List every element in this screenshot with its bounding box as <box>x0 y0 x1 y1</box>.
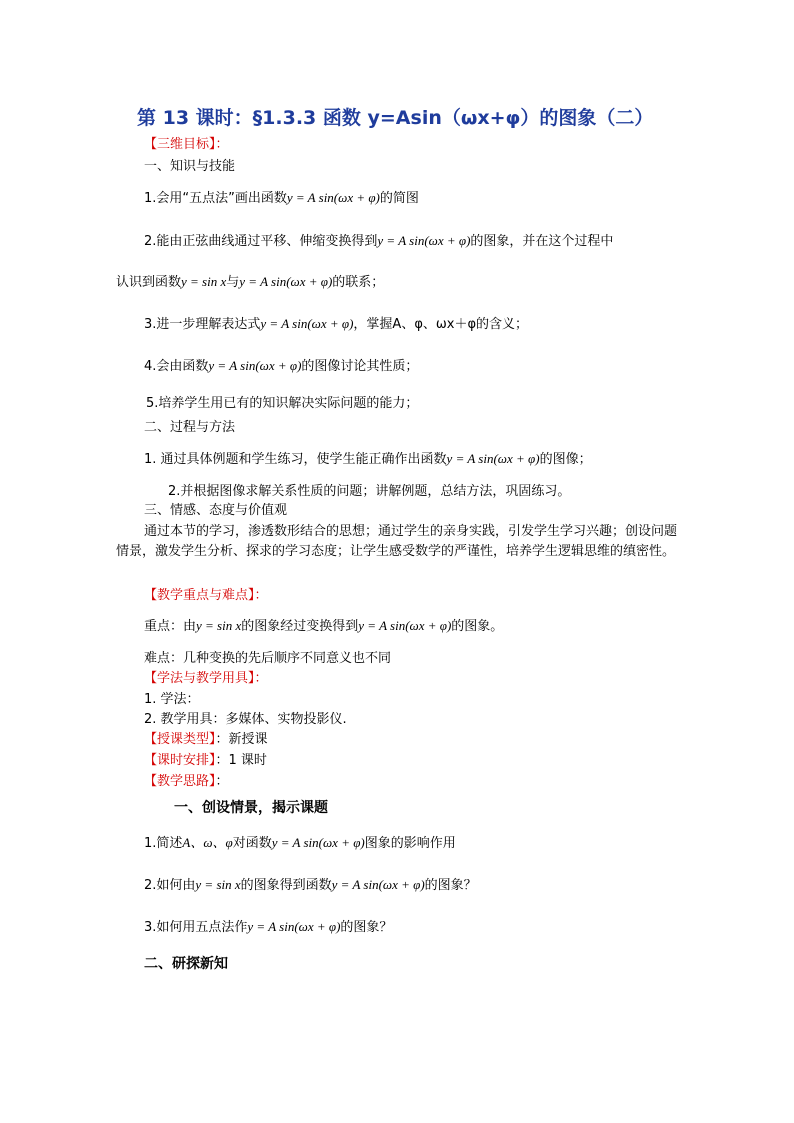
formula-f: y = A sin(ωx + φ) <box>446 451 540 466</box>
formula-f: y = A sin(ωx + φ) <box>377 233 471 248</box>
formula-sin: y = sin x <box>196 618 242 633</box>
process-methods-heading: 二、过程与方法 <box>144 420 236 435</box>
formula-f: y = A sin(ωx + φ) <box>247 919 341 934</box>
part1-heading: 一、创设情景，揭示课题 <box>174 800 328 816</box>
question-1 <box>144 834 456 853</box>
key-point-text-b: 的图象经过变换得到 <box>241 619 359 634</box>
formula-f: y = A sin(ωx + φ) <box>331 877 425 892</box>
schedule <box>144 752 267 770</box>
objective-3 <box>144 315 528 334</box>
objective-1 <box>144 189 419 208</box>
objective-5: 5.培养学生用已有的知识解决实际问题的能力； <box>146 396 419 411</box>
question-2 <box>144 876 477 895</box>
objective-4 <box>144 357 418 376</box>
process-1-text-a: 1. 通过具体例题和学生练习，使学生能正确作出函数 <box>144 452 447 467</box>
objective-2-text-d: 与 <box>226 275 240 290</box>
formula-sin: y = sin x <box>181 274 227 289</box>
lesson-type-value: ：新授课 <box>215 732 268 747</box>
key-point-text-a: 重点：由 <box>144 619 197 634</box>
approach-label: 【教学思路】 <box>144 774 216 789</box>
objective-2-text-b: 的图象，并在这个过程中 <box>470 234 614 249</box>
question-3 <box>144 918 392 937</box>
question-2-text-c: 的图象？ <box>424 878 477 893</box>
question-1-text-b: 对函数 <box>232 836 272 851</box>
values-heading: 三、情感、态度与价值观 <box>144 503 288 518</box>
formula-f: y = A sin(ωx + φ) <box>271 835 365 850</box>
key-point-text-c: 的图象。 <box>451 619 504 634</box>
objective-4-text-b: 的图像讨论其性质； <box>301 359 419 374</box>
question-3-text-a: 3.如何用五点法作 <box>144 920 248 935</box>
process-1 <box>144 450 592 469</box>
approach-colon: ： <box>215 774 229 789</box>
formula-expr: y = A sin(ωx + φ) <box>260 316 354 331</box>
key-points-label: 【教学重点与难点】： <box>144 588 268 603</box>
objective-2-text-e: 的联系； <box>332 275 385 290</box>
part2-heading: 二、研探新知 <box>144 956 228 972</box>
question-1-text-a: 1.简述 <box>144 836 183 851</box>
objective-3-text-a: 3.进一步理解表达式 <box>144 317 261 332</box>
formula-f: y = A sin(ωx + φ) <box>239 274 333 289</box>
process-2: 2.并根据图像求解关系性质的问题；讲解例题，总结方法，巩固练习。 <box>168 484 571 499</box>
key-point <box>144 617 503 636</box>
formula-f: y = A sin(ωx + φ) <box>358 618 452 633</box>
question-1-vars: A、ω、φ <box>182 835 233 850</box>
process-1-text-b: 的图像； <box>539 452 592 467</box>
knowledge-skills-heading: 一、知识与技能 <box>144 159 236 174</box>
methods-label: 【学法与教学用具】： <box>144 671 268 686</box>
formula-sin: y = sin x <box>195 877 241 892</box>
objective-1-text-a: 1.会用“五点法”画出函数 <box>144 191 287 206</box>
values-paragraph: 通过本节的学习，渗透数形结合的思想；通过学生的亲身实践，引发学生学习兴趣；创设问题情景，激发学生分析、探求的学习态度；让学生感受数学的严谨性，培养学生逻辑思维的缜密性。 <box>116 524 678 559</box>
objective-2-cont <box>116 273 384 292</box>
schedule-label: 【课时安排】 <box>144 753 216 768</box>
objectives-label: 【三维目标】： <box>144 137 229 152</box>
key-points-heading <box>144 587 268 605</box>
objective-2-text-c: 认识到函数 <box>116 275 182 290</box>
approach <box>144 773 229 791</box>
objective-3-text-b: ，掌握A、φ、ωx＋φ的含义； <box>353 317 529 332</box>
schedule-value: ：1 课时 <box>215 753 267 768</box>
question-2-text-a: 2.如何由 <box>144 878 196 893</box>
question-1-text-c: 图象的影响作用 <box>364 836 456 851</box>
objective-4-text-a: 4.会由函数 <box>144 359 209 374</box>
lesson-type <box>144 731 268 749</box>
method-1: 1. 学法： <box>144 692 200 707</box>
page-title: 第 13 课时：§1.3.3 函数 y=Asin（ωx+φ）的图象（二） <box>137 107 654 129</box>
objectives-heading <box>144 136 229 154</box>
objective-1-text-b: 的简图 <box>379 191 419 206</box>
formula-f: y = A sin(ωx + φ) <box>286 190 380 205</box>
question-2-text-b: 的图象得到函数 <box>240 878 332 893</box>
methods-heading <box>144 670 268 688</box>
objective-2 <box>144 232 613 251</box>
method-2: 2. 教学用具：多媒体、实物投影仪. <box>144 712 347 727</box>
formula-f: y = A sin(ωx + φ) <box>208 358 302 373</box>
objective-2-text-a: 2.能由正弦曲线通过平移、伸缩变换得到 <box>144 234 378 249</box>
difficulty: 难点：几种变换的先后顺序不同意义也不同 <box>144 651 392 666</box>
lesson-type-label: 【授课类型】 <box>144 732 216 747</box>
question-3-text-b: 的图象？ <box>340 920 393 935</box>
